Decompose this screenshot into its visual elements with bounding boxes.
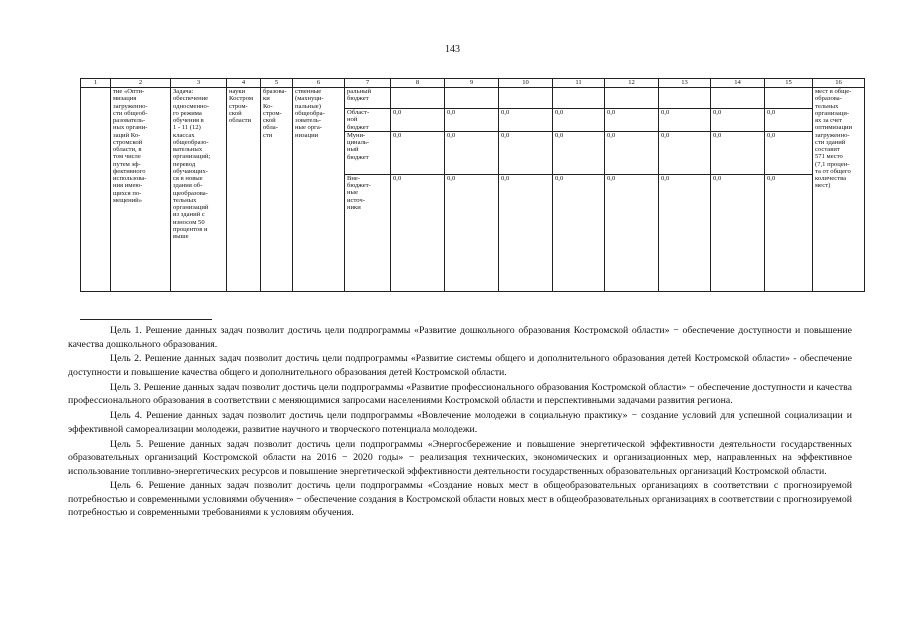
- value-cell: 0,0: [391, 174, 445, 291]
- value-cell: [659, 88, 711, 109]
- event-name-cell: тие «Опти- мизация загруженно- сти общеоб- разователь- ных органи- заций Ко- стромской области, в том числе путем эф- фективного использова- ния имею- щихся по- мещений»: [111, 88, 171, 292]
- goal-paragraph: Цель 2. Решение данных задач позволит достичь цели подпрограммы «Развитие системы общего и дополнительного образования детей Костромской области» - обеспечение доступности и повышение качества общего и дополнительного образования детей Костромской области.: [68, 353, 852, 378]
- value-cell: [605, 88, 659, 109]
- value-cell: 0,0: [553, 131, 605, 174]
- value-cell: 0,0: [445, 131, 499, 174]
- value-cell: [765, 88, 813, 109]
- column-number: 10: [499, 79, 553, 88]
- column-number: 5: [261, 79, 293, 88]
- value-cell: 0,0: [659, 131, 711, 174]
- value-cell: 0,0: [765, 174, 813, 291]
- responsible-cell: науки Костром стром- ской области: [227, 88, 261, 292]
- column-number: 8: [391, 79, 445, 88]
- column-number: 2: [111, 79, 171, 88]
- value-cell: 0,0: [499, 174, 553, 291]
- column-number: 9: [445, 79, 499, 88]
- column-number: 16: [813, 79, 865, 88]
- value-cell: 0,0: [659, 174, 711, 291]
- value-cell: 0,0: [499, 131, 553, 174]
- value-cell: 0,0: [605, 109, 659, 132]
- goal-paragraph: Цель 6. Решение данных задач позволит достичь цели подпрограммы «Создание новых мест в общеобразовательных организациях в соответствии с прогнозируемой потребностью и современными условиями обучения» − обеспечение создания в Костромской области новых мест в общеобразовательных организациях в соответствии с прогнозируемой потребностью и современными требованиями к условиям обучения.: [68, 480, 852, 519]
- value-cell: 0,0: [765, 131, 813, 174]
- column-number: 7: [345, 79, 391, 88]
- goal-paragraph: Цель 1. Решение данных задач позволит достичь цели подпрограммы «Развитие дошкольного образования Костромской области» − обеспечение доступности и повышение качества дошкольного образования.: [68, 325, 852, 350]
- value-cell: 0,0: [445, 109, 499, 132]
- table-row: [81, 88, 865, 109]
- value-cell: [711, 88, 765, 109]
- value-cell: 0,0: [659, 109, 711, 132]
- column-number-row: [81, 79, 865, 88]
- expected-result-cell: мест в обще- образова- тельных организаци- ях за счет оптимизации загруженно- сти зданий составит 571 место (7,1 процен- та от общего количества мест): [813, 88, 865, 292]
- funding-source-cell: Вне- бюджет- ные источ- ники: [345, 174, 391, 291]
- value-cell: 0,0: [391, 109, 445, 132]
- column-number: 12: [605, 79, 659, 88]
- value-cell: 0,0: [765, 109, 813, 132]
- value-cell: 0,0: [553, 109, 605, 132]
- value-cell: [445, 88, 499, 109]
- participants-cell: ственные (махнуци- пальные) общеобра- зователь- ные орга- низации: [293, 88, 345, 292]
- task-cell: Задача: обеспечение односменно- го режима обучения в 1 - 11 (12) классах общеобразо- вательных организаций; перевод обучающих- ся в новые здания об- щеобразова- тельных организаций из зданий с износом 50 процентов и выше: [171, 88, 227, 292]
- value-cell: 0,0: [445, 174, 499, 291]
- value-cell: [499, 88, 553, 109]
- goal-paragraph: Цель 3. Решение данных задач позволит достичь цели подпрограммы «Развитие профессионального образования Костромской области» − обеспечение доступности и качества профессионального образования в соответствии с меняющимися запросами населениями Костромской области и перспективными задачами развития региона.: [68, 381, 852, 407]
- value-cell: 0,0: [605, 131, 659, 174]
- column-number: 3: [171, 79, 227, 88]
- column-number: 14: [711, 79, 765, 88]
- goal-paragraph: Цель 5. Решение данных задач позволит достичь цели подпрограммы «Энергосбережение и повышение энергетической эффективности деятельности государственных образовательных организаций Костромской области на 2016 − 2020 годы» − реализация технических, экономических и организационных мер, направленных на эффективное использование топливно-энергетических ресурсов и повышение энергетической эффективности деятельности государственных образовательных организаций Костромской области.: [68, 438, 852, 477]
- value-cell: 0,0: [499, 109, 553, 132]
- co-executor-cell: бразова- ки Ко- стром- ской обла- сти: [261, 88, 293, 292]
- funding-source-cell: Муни- циналь- ный бюджет: [345, 131, 391, 174]
- row-number-cell: [81, 88, 111, 292]
- column-number: 4: [227, 79, 261, 88]
- goal-paragraph: Цель 4. Решение данных задач позволит достичь цели подпрограммы «Вовлечение молодежи в социальную практику» − создание условий для успешной социализации и эффективной самореализации молодежи, развитие научного и творческого потенциала молодежи.: [68, 410, 852, 435]
- funding-source-cell: Област- ной бюджет: [345, 109, 391, 132]
- column-number: 1: [81, 79, 111, 88]
- value-cell: 0,0: [553, 174, 605, 291]
- value-cell: 0,0: [711, 109, 765, 132]
- value-cell: 0,0: [711, 174, 765, 291]
- program-table: [80, 78, 865, 292]
- column-number: 15: [765, 79, 813, 88]
- column-number: 6: [293, 79, 345, 88]
- footnote-separator: [80, 319, 212, 320]
- funding-source-cell: ральный бюджет: [345, 88, 391, 109]
- column-number: 13: [659, 79, 711, 88]
- value-cell: [553, 88, 605, 109]
- value-cell: 0,0: [605, 174, 659, 291]
- value-cell: [391, 88, 445, 109]
- column-number: 11: [553, 79, 605, 88]
- goals-section: [68, 324, 852, 521]
- page-number: 143: [445, 44, 460, 55]
- value-cell: 0,0: [391, 131, 445, 174]
- value-cell: 0,0: [711, 131, 765, 174]
